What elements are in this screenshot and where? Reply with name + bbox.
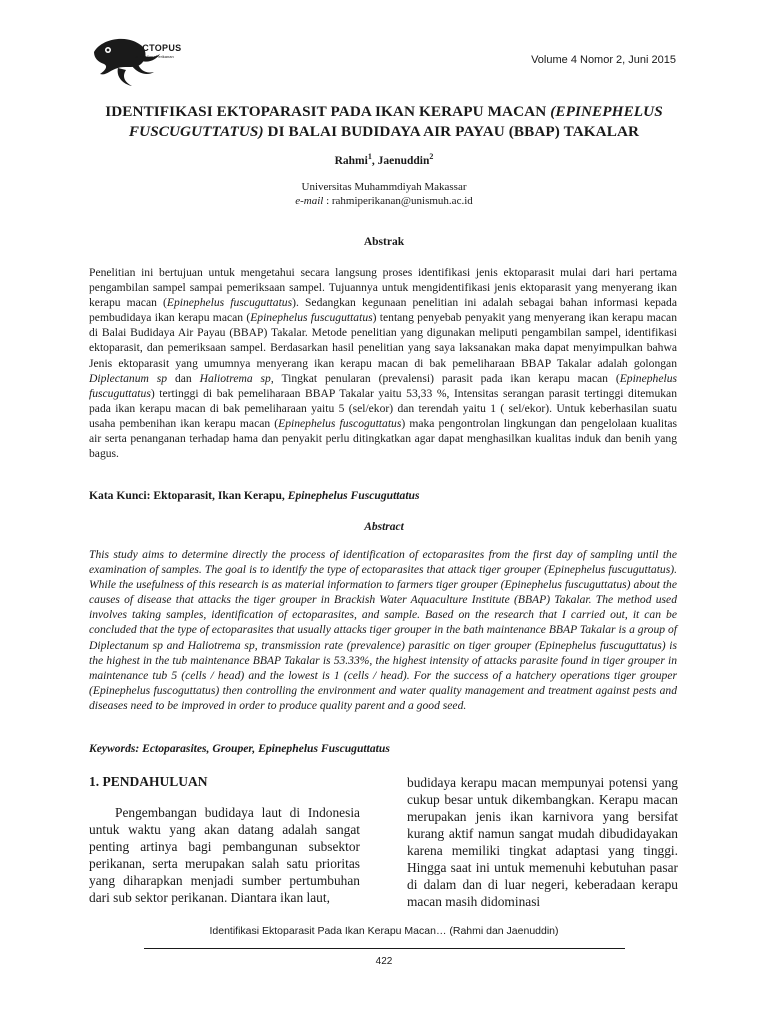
keywords: Keywords: Ectoparasites, Grouper, Epinephelus Fuscuguttatus [89, 742, 390, 755]
title-part3: DI BALAI BUDIDAYA AIR PAYAU (BBAP) TAKALAR [263, 123, 640, 140]
title-part1: IDENTIFIKASI EKTOPARASIT PADA IKAN KERAPU MACAN [105, 103, 551, 120]
authors [0, 152, 768, 167]
paper-title [90, 102, 678, 142]
logo-subtext: Jurnal Ilmu Perikanan [135, 54, 174, 59]
logo-text: OCTOPUS [135, 43, 182, 53]
abstrak-text: ) tentang penyebab penyakit yang menyerang ikan kerapu macan di Balai Budidaya Air Payau (BBAP) Takalar. Metode penelitian yang digunakan meliputi pengambilan sampel, identifikasi ektoparasit, dan pemeriksaan sampel. Berdasarkan hasil penelitian yang saya laksanakan maka dapat menyimpulkan bahwa Jenis ektoparasit yang umumnya menyerang ikan kerapu macan di bak pemeliharaan BBAP Takalar adalah golongan [89, 311, 678, 370]
species-name: Epinephelus fuscuguttatus [250, 311, 373, 325]
volume-info: Volume 4 Nomor 2, Juni 2015 [531, 54, 676, 66]
affiliation [0, 180, 768, 208]
kata-kunci-species: Epinephelus Fuscuguttatus [287, 489, 420, 502]
author-2: Jaenuddin [377, 154, 430, 167]
abstrak-heading: Abstrak [363, 236, 405, 248]
journal-logo [88, 30, 198, 92]
institution: Universitas Muhammdiyah Makassar [301, 181, 467, 193]
abstract-body: This study aims to determine directly the process of identification of ectoparasites from the first day of sampling until the examination of samples. The goal is to identify the type of ectoparasites that attack tiger grouper (Epinephelus fuscuguttatus). While the usefulness of this research is as material information to farmers tiger grouper (Epinephelus fuscuguttatus) about the causes of disease that attacks the tiger grouper in Brackish Water Aquaculture Institute (BBAP) Takalar. The method used involves taking samples, identification of ectoparasites, and sample. Based on the research that I carried out, it can be concluded that the type of ectoparasites that usually attacks tiger grouper in the bath maintenance BBAP Takalar is a group of Diplectanum sp and Haliotrema sp, transmission rate (prevalence) parasitic on tiger grouper (Epinephelus fuscuguttatus) is the highest in the tub maintenance BBAP Takalar is 53.33%, the highest intensity of attacks parasite found in tiger grouper in maintenance tub 5 (cells / head) and the lowest is 1 (cells / head). For the success of a hatchery operations tiger grouper (Epinephelus fuscoguttatus) then controlling the environment and water quality management and treatment against pests and diseases need to be improved in order to produce quality parent and a good seed. [89, 548, 677, 712]
author-1: Rahmi [334, 154, 368, 167]
species-name: Haliotrema sp [199, 371, 271, 385]
species-name: Diplectanum sp [89, 371, 168, 385]
species-name: Epinephelus fuscuguttatus [89, 371, 678, 400]
title-species: (EPINEPHELUS FUSCUGUTTATUS) [128, 103, 663, 140]
species-name: Epinephelus fuscuguttatus [166, 296, 293, 310]
kata-kunci [89, 489, 420, 502]
author-1-sup: 1 [367, 152, 372, 161]
page-number: 422 [375, 956, 393, 967]
abstrak-text: ) tertinggi di bak pemeliharaan BBAP Takalar yaitu 53,33 %, Intensitas serangan parasit tertinggi ditemukan pada ikan kerapu macan di bak pemeliharaan yaitu 5 (sel/ekor) dan terendah yaitu 1 ( sel/ekor). Untuk keberhasilan suatu usaha pembenihan ikan kerapu macan ( [89, 386, 677, 430]
email-label: e-mail [295, 195, 324, 207]
octopus-icon [88, 30, 198, 92]
abstract-heading: Abstract [364, 521, 404, 533]
running-footer: Identifikasi Ektoparasit Pada Ikan Kerapu Macan… (Rahmi dan Jaenuddin) [209, 925, 559, 937]
author-2-sup: 2 [429, 152, 434, 161]
section-title: 1. PENDAHULUAN [89, 774, 208, 789]
email-value: : rahmiperikanan@unismuh.ac.id [323, 195, 473, 207]
abstrak-body [89, 265, 677, 461]
intro-left-column: Pengembangan budidaya laut di Indonesia untuk waktu yang akan datang adalah sangat penting artinya bagi pembangunan subsektor perikanan, serta merupakan salah satu prioritas yang diharapkan menjadi sumber pertumbuhan dari sub sektor perikanan. Diantara ikan laut, [89, 805, 360, 905]
abstrak-text: dan [167, 371, 200, 385]
abstrak-text: , Tingkat penularan (prevalensi) parasit pada ikan kerapu macan ( [270, 371, 620, 385]
abstrak-text: ) maka pengontrolan lingkungan dan pengelolaan kualitas air serta penanganan terhadap hama dan penyakit perlu ditingkatkan agar dapat menghasilkan kualitas induk dan benih yang bagus. [89, 416, 678, 461]
intro-right-column: budidaya kerapu macan mempunyai potensi yang cukup besar untuk dikembangkan. Kerapu macan merupakan jenis ikan karnivora yang bersifat kurang aktif namun sangat mudah dibudidayakan karena memiliki tingkat adaptasi yang tinggi. Hingga saat ini untuk memenuhi kebutuhan pasar di dalam dan di luar negeri, keberadaan kerapu macan masih didominasi [407, 775, 678, 909]
kata-kunci-label: Kata Kunci: Ektoparasit, Ikan Kerapu, [89, 489, 288, 502]
abstrak-text: Penelitian ini bertujuan untuk mengetahui secara langsung proses identifikasi jenis ektoparasit mulai dari hari pertama pengambilan sampel sampai pemeriksaan sampel. Tujuannya untuk mengidentifikasi jenis ektoparasit yang menyerang ikan kerapu macan ( [89, 266, 677, 310]
email-line [0, 194, 768, 208]
abstrak-text: ). Sedangkan kegunaan penelitian ini adalah sebagai bahan informasi kepada pembudidaya ikan kerapu macan ( [89, 296, 677, 325]
footer-divider [144, 948, 625, 949]
species-name: Epinephelus fuscoguttatus [278, 416, 402, 430]
author-separator: , [371, 154, 378, 167]
